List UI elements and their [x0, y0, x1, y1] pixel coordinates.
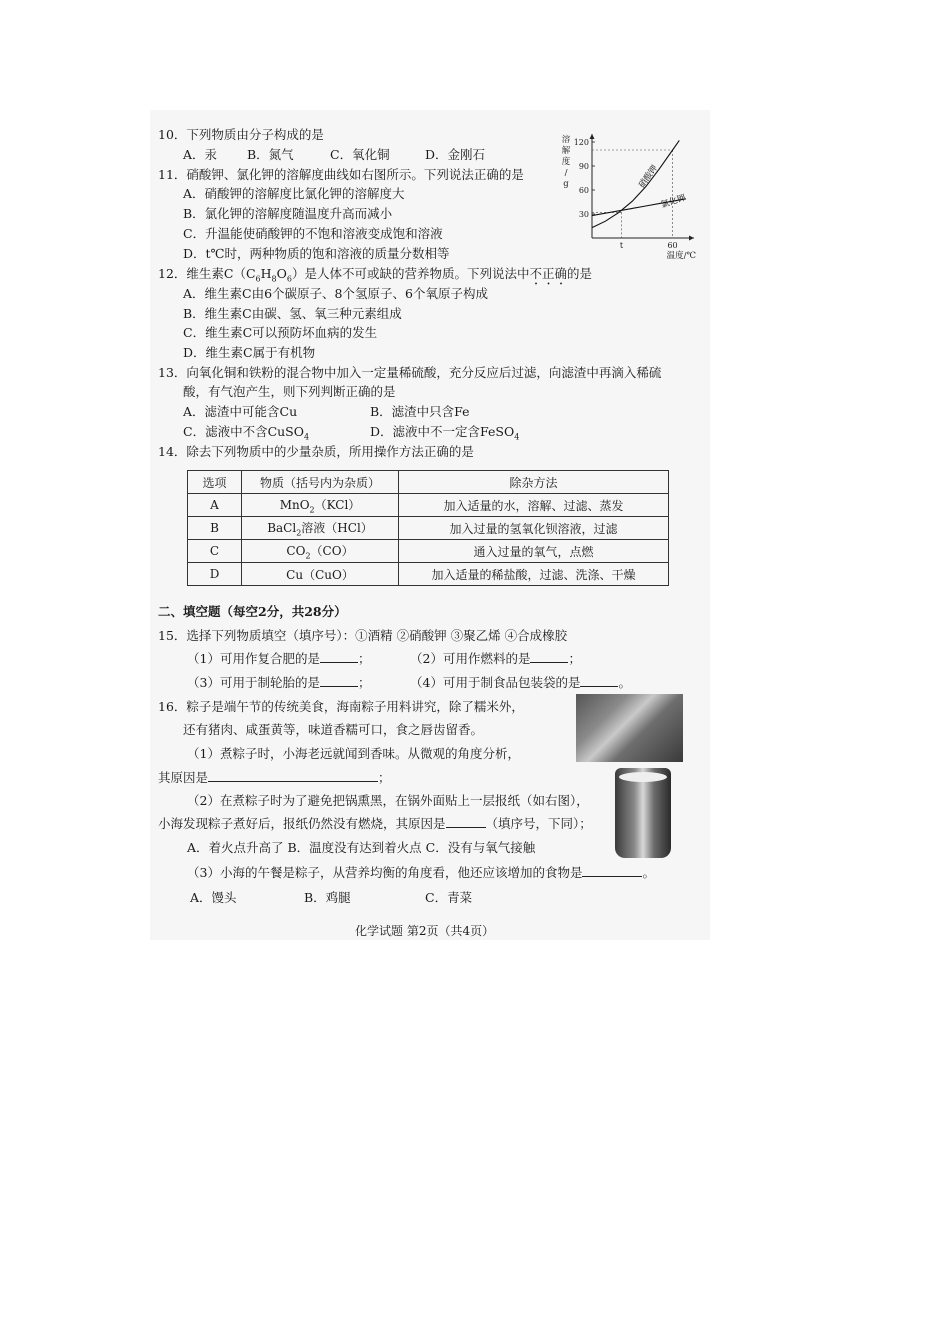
table-cell-substance: BaCl$_2$溶液（HCl） [242, 517, 399, 540]
q16-part3-option-b: B．鸡腿 [304, 890, 351, 905]
q10-option-b: B．氮气 [247, 147, 294, 162]
q11-option-d: D．t℃时，两种物质的饱和溶液的质量分数相等 [183, 246, 450, 261]
q12-emphasis: 不正确 [529, 266, 568, 281]
q15-part3: （3）可用于制轮胎的是 ； [187, 675, 371, 690]
chart-y-label-char: 度 [561, 157, 571, 167]
q14-stem: 14．除去下列物质中的少量杂质，所用操作方法正确的是 [158, 444, 474, 459]
chart-x-arrow [689, 236, 694, 241]
table-row [188, 517, 669, 540]
q15-part1: （1）可用作复合肥的是 ； [187, 651, 371, 666]
pot-with-newspaper-photo [615, 768, 671, 858]
page-footer: 化学试题 第2页（共4页） [355, 924, 495, 938]
q12-option-d: D．维生素C属于有机物 [183, 345, 316, 360]
q11-option-a: A．硝酸钾的溶解度比氯化钾的溶解度大 [183, 186, 405, 201]
chart-x-label: 温度/℃ [666, 251, 696, 261]
chart-y-tick-label: 60 [578, 186, 589, 195]
q12-option-a: A．维生素C由6个碳原子、8个氢原子、6个氧原子构成 [183, 286, 488, 301]
chart-y-arrow [590, 134, 595, 139]
chart-y-label-char: / [564, 168, 568, 178]
table-cell-method: 加入适量的稀盐酸，过滤、洗涤、干燥 [399, 563, 669, 586]
table-cell-substance: $CO_2(CO)$ [242, 540, 399, 563]
chart-series-label-kcl: 氯化钾 [659, 193, 688, 211]
table-cell-method: 加入适量的水，溶解、过滤、蒸发 [399, 494, 669, 517]
q13-option-b: B．滤渣中只含Fe [370, 404, 470, 419]
chart-y-tick-label: 30 [578, 210, 589, 219]
table-header-method: 除杂方法 [399, 471, 669, 494]
q10-option-c: C．氧化铜 [330, 147, 390, 162]
chart-y-label-char: 溶 [561, 135, 571, 145]
q15-blank2[interactable] [530, 650, 568, 663]
table-cell-method: 通入过量的氧气，点燃 [399, 540, 669, 563]
solubility-curve-chart [556, 130, 706, 262]
chart-y-label-char: g [563, 179, 569, 189]
q16-part2-options: A．着火点升高了 B．温度没有达到着火点 C．没有与氧气接触 [187, 840, 536, 855]
q10-option-d: D．金刚石 [425, 147, 486, 162]
q16-part2-line1: （2）在煮粽子时为了避免把锅熏黑，在锅外面贴上一层报纸（如右图）， [187, 793, 589, 808]
q16-stem-line2: 还有猪肉、咸蛋黄等，味道香糯可口，食之唇齿留香。 [183, 722, 484, 737]
q13-option-c: C．滤液中不含CuSO$_4$ [183, 424, 310, 442]
q15-part2: （2）可用作燃料的是 ； [410, 651, 581, 666]
q15-blank1[interactable] [320, 650, 358, 663]
chart-y-label-char: 解 [561, 146, 571, 156]
q13-stem-line1: 13．向氧化铜和铁粉的混合物中加入一定量稀硫酸，充分反应后过滤，向滤渣中再滴入稀硫 [158, 365, 662, 380]
section-2-title: 二、填空题（每空2分，共28分） [158, 604, 347, 619]
q12-stem: 12．维生素$C(C_6H_8O_6)$是人体不可或缺的营养物质。下列说法中不正确的是 [158, 266, 593, 284]
table-row [188, 563, 669, 586]
chart-x-tick-label-60: 60 [667, 241, 678, 250]
table-cell-option: C [188, 540, 242, 563]
q10-option-a: A．汞 [183, 147, 218, 162]
q12-option-b: B．维生素C由碳、氢、氧三种元素组成 [183, 306, 402, 321]
chart-y-tick-label: 120 [573, 138, 589, 147]
q16-blank3[interactable] [582, 864, 642, 877]
table-cell-option: B [188, 517, 242, 540]
q15-blank4[interactable] [580, 674, 618, 687]
table-row [188, 494, 669, 517]
q12-option-c: C．维生素C可以预防坏血病的发生 [183, 325, 378, 340]
q13-option-d: D．滤液中不一定含FeSO$_4$ [370, 424, 520, 442]
q16-part1-line2: 其原因是 ； [158, 770, 391, 785]
q11-option-c: C．升温能使硝酸钾的不饱和溶液变成饱和溶液 [183, 226, 443, 241]
q16-part3: （3）小海的午餐是粽子，从营养均衡的角度看，他还应该增加的食物是 。 [187, 865, 655, 880]
q15-part4: （4）可用于制食品包装袋的是 。 [410, 675, 631, 690]
chart-series-label-kno3: 硝酸钾 [637, 163, 661, 191]
q11-stem: 11．硝酸钾、氯化钾的溶解度曲线如右图所示。下列说法正确的是 [158, 167, 524, 182]
q14-table [187, 470, 669, 586]
q15-blank3[interactable] [320, 674, 358, 687]
table-header-substance: 物质（括号内为杂质） [242, 471, 399, 494]
q16-blank2[interactable] [446, 815, 486, 828]
q16-stem-line1: 16．粽子是端午节的传统美食，海南粽子用料讲究，除了糯米外， [158, 699, 524, 714]
q16-part3-option-a: A．馒头 [190, 890, 237, 905]
q15-stem: 15．选择下列物质填空（填序号）：①酒精 ②硝酸钾 ③聚乙烯 ④合成橡胶 [158, 628, 568, 643]
zongzi-photo [576, 694, 683, 762]
q16-part3-option-c: C．青菜 [425, 890, 473, 905]
chart-x-tick-label-t: t [619, 241, 624, 250]
q13-option-a: A．滤渣中可能含Cu [183, 404, 298, 419]
table-cell-option: A [188, 494, 242, 517]
table-cell-substance: Cu（CuO） [242, 563, 399, 586]
q16-blank1[interactable] [208, 769, 378, 782]
table-cell-option: D [188, 563, 242, 586]
chart-y-tick-label: 90 [578, 162, 589, 171]
table-header-option: 选项 [188, 471, 242, 494]
q11-option-b: B．氯化钾的溶解度随温度升高而减小 [183, 206, 393, 221]
chart-series-kno3-line [592, 140, 679, 227]
table-row [188, 540, 669, 563]
table-cell-method: 加入过量的氢氧化钡溶液，过滤 [399, 517, 669, 540]
q13-stem-line2: 酸，有气泡产生，则下列判断正确的是 [183, 384, 396, 399]
q16-part1-line1: （1）煮粽子时，小海老远就闻到香味。从微观的角度分析， [187, 746, 520, 761]
table-cell-substance: MnO$_2$（KCl） [242, 494, 399, 517]
table-header-row [188, 471, 669, 494]
q16-part2-line2: 小海发现粽子煮好后，报纸仍然没有燃烧，其原因是 （填序号，下同）； [158, 816, 592, 831]
q10-stem: 10．下列物质由分子构成的是 [158, 127, 324, 142]
